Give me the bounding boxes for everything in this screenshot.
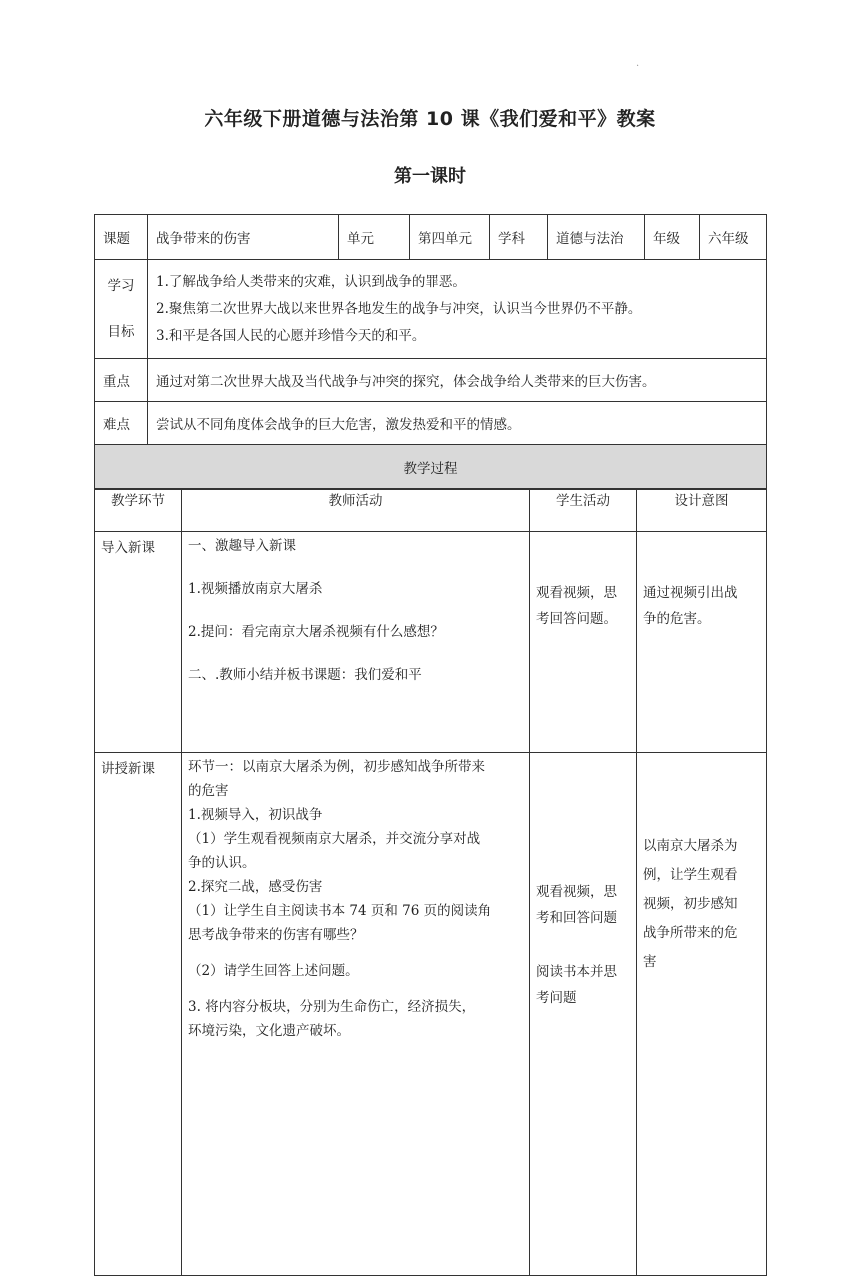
teacher-line: 1.视频导入，初识战争 [188, 807, 323, 823]
stage-cell: 导入新课 [95, 532, 182, 753]
header-student: 学生活动 [530, 489, 637, 532]
teacher-line: 思考战争带来的伤害有哪些？ [188, 927, 364, 943]
intent-line: 视频，初步感知 [643, 896, 738, 912]
page-dot: . [636, 58, 640, 69]
student-line: 观看视频，思 [536, 884, 617, 900]
header-intent: 设计意图 [637, 489, 767, 532]
design-intent-cell [637, 532, 767, 753]
subject-label: 学科 [490, 215, 548, 260]
process-heading: 教学过程 [95, 445, 767, 490]
teacher-activity-cell [182, 753, 530, 1276]
teacher-line: （1）让学生自主阅读书本 74 页和 76 页的阅读角 [188, 903, 492, 919]
process-heading-row [95, 445, 767, 490]
stage-cell: 讲授新课 [95, 753, 182, 1276]
teacher-line: （2）请学生回答上述问题。 [188, 963, 359, 979]
intent-line: 例，让学生观看 [643, 867, 738, 883]
teacher-activity-cell [182, 532, 530, 753]
goal-item: 3.和平是各国人民的心愿并珍惜今天的和平。 [156, 327, 426, 344]
intent-line: 战争所带来的危 [643, 925, 738, 941]
process-row-intro [95, 532, 767, 753]
process-row-new-lesson [95, 753, 767, 1276]
difficulty-label: 难点 [95, 402, 148, 445]
page-title: 六年级下册道德与法治第 10 课《我们爱和平》教案 [204, 108, 656, 130]
student-line: 观看视频，思 [536, 585, 617, 601]
student-line: 考问题 [536, 990, 577, 1006]
student-line: 考和回答问题 [536, 910, 617, 926]
teacher-line: 2.探究二战，感受伤害 [188, 879, 323, 895]
teacher-line: 二、.教师小结并板书课题：我们爱和平 [188, 667, 422, 683]
goals-row [95, 260, 767, 359]
goals-label-line-2: 目标 [107, 324, 135, 340]
teacher-line: 一、激趣导入新课 [188, 538, 296, 554]
subject-value: 道德与法治 [548, 215, 645, 260]
intent-line: 争的危害。 [643, 611, 711, 627]
goal-item: 2.聚焦第二次世界大战以来世界各地发生的战争与冲突，认识当今世界仍不平静。 [156, 300, 642, 317]
design-intent-cell [637, 753, 767, 1276]
intent-line: 通过视频引出战 [643, 585, 738, 601]
intent-line: 以南京大屠杀为 [643, 838, 738, 854]
teacher-line: （1）学生观看视频南京大屠杀，并交流分享对战 [188, 831, 481, 847]
teacher-line: 2.提问：看完南京大屠杀视频有什么感想？ [188, 624, 444, 640]
grade-value: 六年级 [700, 215, 767, 260]
student-line: 阅读书本并思 [536, 964, 617, 980]
goals-label-line-1: 学习 [107, 278, 135, 294]
topic-label: 课题 [95, 215, 148, 260]
header-teacher: 教师活动 [182, 489, 530, 532]
goals-label [95, 260, 148, 359]
lesson-info-table [94, 214, 767, 490]
difficulty-row [95, 402, 767, 445]
teacher-line: 1.视频播放南京大屠杀 [188, 581, 323, 597]
unit-value: 第四单元 [410, 215, 490, 260]
key-point-value: 通过对第二次世界大战及当代战争与冲突的探究，体会战争给人类带来的巨大伤害。 [148, 359, 767, 402]
topic-row [95, 215, 767, 260]
teacher-line: 争的认识。 [188, 855, 256, 871]
key-point-row [95, 359, 767, 402]
goals-list [148, 260, 767, 359]
teacher-line: 3. 将内容分板块，分别为生命伤亡，经济损失， [188, 999, 476, 1015]
goal-item: 1.了解战争给人类带来的灾难，认识到战争的罪恶。 [156, 273, 466, 290]
grade-label: 年级 [645, 215, 700, 260]
teaching-process-table [94, 488, 767, 1276]
student-activity-cell [530, 532, 637, 753]
topic-value: 战争带来的伤害 [148, 215, 339, 260]
student-line: 考回答问题。 [536, 611, 617, 627]
teacher-line: 的危害 [188, 783, 229, 799]
page-subtitle: 第一课时 [394, 166, 466, 187]
student-activity-cell [530, 753, 637, 1276]
header-stage: 教学环节 [95, 489, 182, 532]
unit-label: 单元 [339, 215, 410, 260]
teacher-line: 环境污染，文化遗产破坏。 [188, 1023, 350, 1039]
teacher-line: 环节一：以南京大屠杀为例，初步感知战争所带来 [188, 759, 485, 775]
intent-line: 害 [643, 954, 657, 970]
key-point-label: 重点 [95, 359, 148, 402]
process-header-row [95, 489, 767, 532]
difficulty-value: 尝试从不同角度体会战争的巨大危害，激发热爱和平的情感。 [148, 402, 767, 445]
